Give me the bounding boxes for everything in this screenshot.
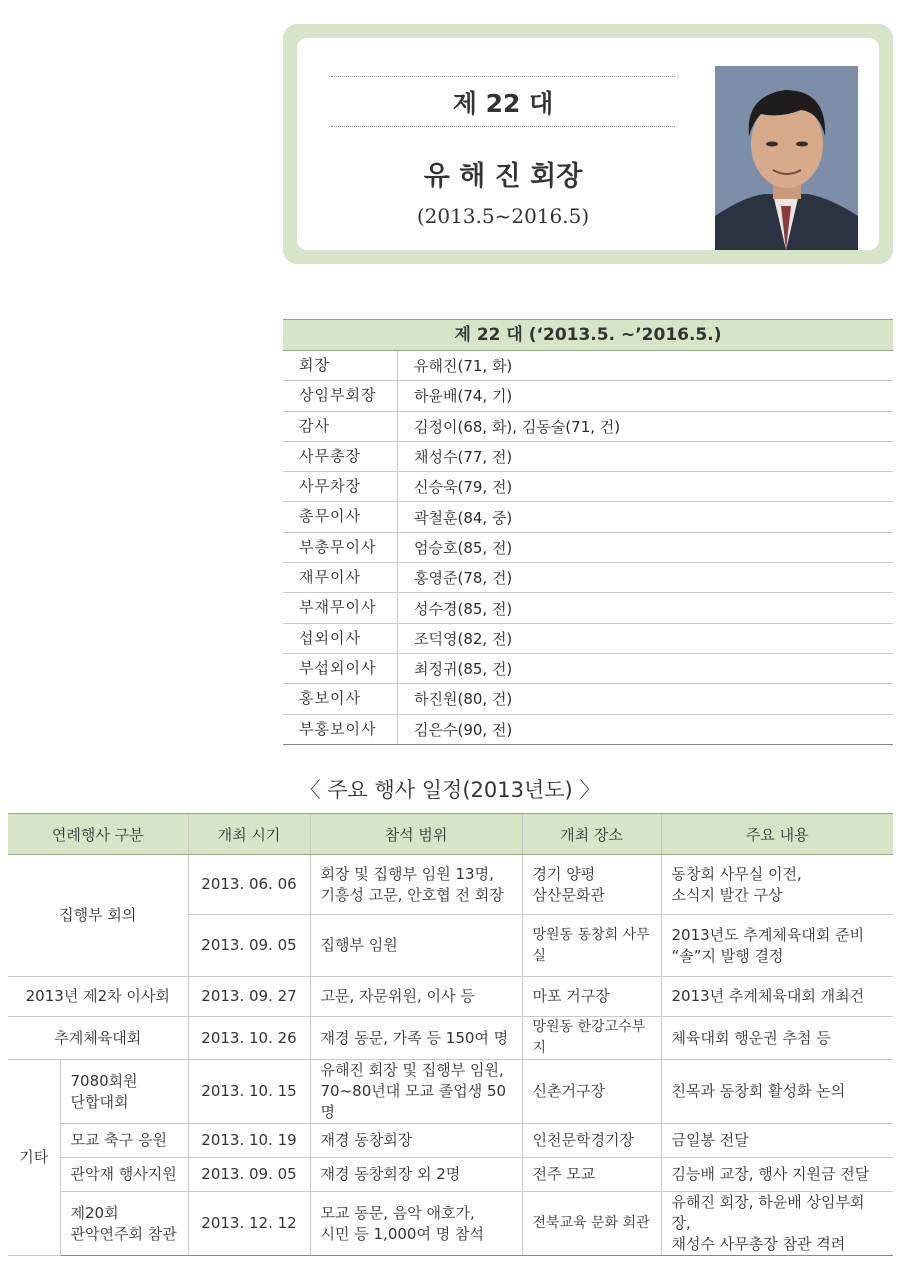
cell-line: 기흥성 고문, 안호협 전 회장 <box>320 885 504 904</box>
event-content <box>661 1124 893 1158</box>
event-row <box>8 977 893 1017</box>
cell-line: 고문, 자문위원, 이사 등 <box>320 987 475 1005</box>
president-name: 유 해 진 회장 <box>423 161 583 192</box>
events-table <box>8 813 893 1256</box>
cell-line: 동창회 사무실 이전, <box>671 864 802 883</box>
generation-title: 제 22 대 <box>452 89 554 118</box>
officer-role: 사무차장 <box>283 472 398 501</box>
officer-role: 사무총장 <box>283 442 398 471</box>
event-place <box>522 1192 661 1256</box>
officer-name: 성수경(85, 전) <box>414 599 513 618</box>
event-place <box>522 1060 661 1124</box>
officer-row <box>283 502 893 532</box>
column-header: 연례행사 구분 <box>8 814 188 855</box>
column-header: 개최 시기 <box>188 814 310 855</box>
event-attendees <box>310 915 522 977</box>
event-place <box>522 855 661 915</box>
officer-role: 회장 <box>283 351 398 380</box>
cell-line: 시민 등 1,000여 명 참석 <box>320 1224 484 1243</box>
group-label: 집행부 회의 <box>8 855 188 977</box>
divider <box>331 76 675 77</box>
officer-role: 부총무이사 <box>283 533 398 562</box>
event-date: 2013. 09. 05 <box>188 915 310 977</box>
event-attendees <box>310 855 522 915</box>
officer-row <box>283 715 893 745</box>
cell-line: 금일봉 전달 <box>671 1131 749 1149</box>
cell-line: 재경 동문, 가족 등 150여 명 <box>320 1028 509 1047</box>
officer-row <box>283 472 893 502</box>
event-place <box>522 1124 661 1158</box>
event-place <box>522 915 661 977</box>
cell-line: 2013년 추계체육대회 개최건 <box>671 987 865 1005</box>
officer-name: 최정귀(85, 건) <box>414 660 513 679</box>
officer-name: 조덕영(82, 전) <box>414 629 513 648</box>
officer-row <box>283 351 893 381</box>
event-content <box>661 855 893 915</box>
event-content <box>661 1017 893 1060</box>
cell-line: 채성수 사무총장 참관 격려 <box>671 1235 846 1253</box>
president-card <box>283 24 893 264</box>
event-category <box>60 1060 188 1124</box>
event-date: 2013. 06. 06 <box>188 855 310 915</box>
cell-line: 70~80년대 모교 졸업생 50명 <box>320 1082 507 1121</box>
cell-line: 경기 양평 <box>532 864 596 883</box>
cell-line: 재경 동창회장 <box>320 1131 413 1149</box>
officers-table <box>283 319 893 745</box>
event-category: 추계체육대회 <box>8 1017 188 1060</box>
officer-role: 부홍보이사 <box>283 715 398 744</box>
event-category <box>60 1192 188 1256</box>
event-category: 관악재 행사지원 <box>60 1158 188 1192</box>
event-category: 2013년 제2차 이사회 <box>8 977 188 1017</box>
cell-line: 인천문학경기장 <box>532 1131 634 1149</box>
column-header: 참석 범위 <box>310 814 522 855</box>
event-date: 2013. 12. 12 <box>188 1192 310 1256</box>
officer-name: 곽철훈(84, 중) <box>414 508 513 527</box>
event-attendees <box>310 1192 522 1256</box>
event-date: 2013. 10. 15 <box>188 1060 310 1124</box>
group-label: 기타 <box>8 1060 60 1256</box>
cell-line: 마포 거구장 <box>532 987 610 1005</box>
cell-line: 친목과 동창회 활성화 논의 <box>671 1082 846 1100</box>
event-row <box>8 1192 893 1256</box>
event-content <box>661 915 893 977</box>
cell-line: 소식지 발간 구상 <box>671 885 783 904</box>
cell-line: 전주 모교 <box>532 1165 596 1183</box>
officer-row <box>283 442 893 472</box>
cell-line: 모교 동문, 음악 애호가, <box>320 1203 475 1222</box>
cell-line: 관악연주회 참관 <box>70 1224 177 1243</box>
event-content <box>661 1158 893 1192</box>
officer-name: 채성수(77, 전) <box>414 448 513 467</box>
cell-line: 재경 동창회장 외 2명 <box>320 1165 461 1183</box>
officer-row <box>283 624 893 654</box>
event-place <box>522 977 661 1017</box>
officer-role: 재무이사 <box>283 563 398 592</box>
president-portrait <box>715 66 858 250</box>
officer-row <box>283 563 893 593</box>
officer-role: 부재무이사 <box>283 593 398 622</box>
officer-role: 홍보이사 <box>283 684 398 713</box>
officer-row <box>283 593 893 623</box>
event-row <box>8 1017 893 1060</box>
event-date: 2013. 10. 19 <box>188 1124 310 1158</box>
cell-line: 망원동 한강고수부지 <box>532 1019 646 1056</box>
event-place <box>522 1158 661 1192</box>
event-date: 2013. 09. 27 <box>188 977 310 1017</box>
cell-line: 망원동 동창회 사무실 <box>532 926 650 964</box>
cell-line: 삼산문화관 <box>532 885 605 904</box>
officer-role: 상임부회장 <box>283 381 398 410</box>
cell-line: 김능배 교장, 행사 지원금 전달 <box>671 1165 870 1183</box>
officer-name: 유해진(71, 화) <box>414 357 513 376</box>
event-row <box>8 855 893 915</box>
event-place <box>522 1017 661 1060</box>
cell-line: 단합대회 <box>70 1092 129 1111</box>
officer-row <box>283 381 893 411</box>
event-row <box>8 1158 893 1192</box>
officer-row <box>283 684 893 714</box>
column-header: 개최 장소 <box>522 814 661 855</box>
term-period: (2013.5~2016.5) <box>416 204 590 228</box>
event-attendees <box>310 1158 522 1192</box>
event-content <box>661 1060 893 1124</box>
officer-name: 홍영준(78, 건) <box>414 569 513 588</box>
event-attendees <box>310 1124 522 1158</box>
officer-name: 김정이(68, 화), 김동술(71, 건) <box>414 417 621 436</box>
cell-line: 유해진 회장 및 집행부 임원, <box>320 1061 504 1079</box>
cell-line: “솔”지 발행 결정 <box>671 946 784 965</box>
cell-line: 유해진 회장, 하윤배 상임부회장, <box>671 1193 865 1232</box>
cell-line: 집행부 임원 <box>320 936 398 954</box>
divider <box>331 126 675 127</box>
officer-name: 하윤배(74, 기) <box>414 387 513 406</box>
cell-line: 신촌거구장 <box>532 1082 605 1100</box>
column-header: 주요 내용 <box>661 814 893 855</box>
event-attendees <box>310 1017 522 1060</box>
event-content <box>661 1192 893 1256</box>
officer-row <box>283 412 893 442</box>
officer-role: 감사 <box>283 412 398 441</box>
event-attendees <box>310 977 522 1017</box>
cell-line: 전북교육 문화 회관 <box>532 1215 650 1231</box>
president-card-inner <box>297 38 879 250</box>
event-category: 모교 축구 응원 <box>60 1124 188 1158</box>
event-row <box>8 1060 893 1124</box>
events-title: 〈 주요 행사 일정(2013년도) 〉 <box>299 778 601 802</box>
event-row <box>8 1124 893 1158</box>
officers-table-title: 제 22 대 (‘2013.5. ~’2016.5.) <box>283 319 893 351</box>
cell-line: 체육대회 행운권 추첨 등 <box>671 1028 831 1047</box>
cell-line: 2013년도 추계체육대회 준비 <box>671 925 865 944</box>
officer-role: 총무이사 <box>283 502 398 531</box>
event-date: 2013. 10. 26 <box>188 1017 310 1060</box>
cell-line: 7080회원 <box>70 1071 138 1090</box>
event-content <box>661 977 893 1017</box>
officer-name: 하진원(80, 건) <box>414 690 513 709</box>
officer-name: 엄승호(85, 전) <box>414 538 513 557</box>
event-date: 2013. 09. 05 <box>188 1158 310 1192</box>
officer-row <box>283 533 893 563</box>
events-header-row <box>8 814 893 855</box>
officer-role: 섭외이사 <box>283 624 398 653</box>
officer-name: 신승욱(79, 전) <box>414 478 513 497</box>
officer-role: 부섭외이사 <box>283 654 398 683</box>
cell-line: 회장 및 집행부 임원 13명, <box>320 864 494 883</box>
cell-line: 제20회 <box>70 1203 119 1222</box>
event-attendees <box>310 1060 522 1124</box>
officer-name: 김은수(90, 전) <box>414 720 513 739</box>
officer-row <box>283 654 893 684</box>
